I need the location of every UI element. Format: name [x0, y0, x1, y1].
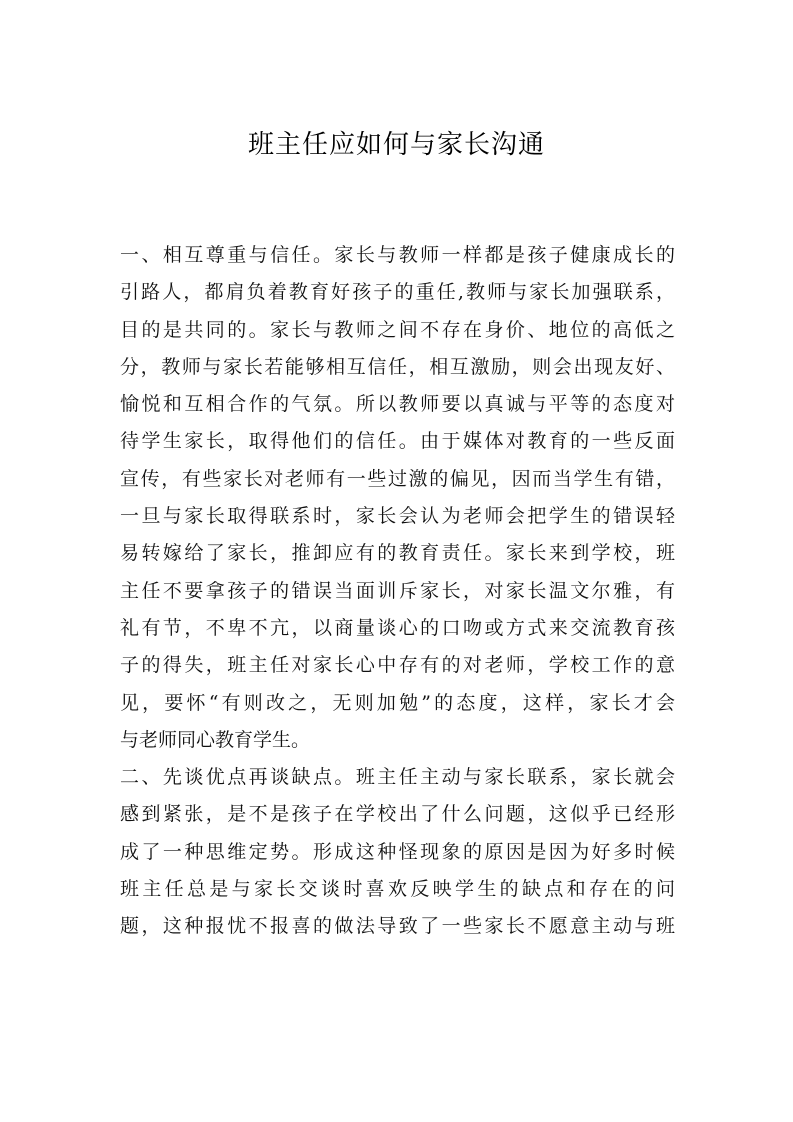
- text-line: 班主任总是与家长交谈时喜欢反映学生的缺点和存在的问: [120, 878, 675, 901]
- text-line: 宣传，有些家长对老师有一些过激的偏见，因而当学生有错，: [120, 467, 675, 490]
- text-line: 分，教师与家长若能够相互信任，相互激励，则会出现友好、: [120, 355, 675, 378]
- text-line: 见，要怀“有则改之，无则加勉”的态度，这样，家长才会: [120, 691, 675, 714]
- text-line: 待学生家长，取得他们的信任。由于媒体对教育的一些反面: [120, 430, 675, 453]
- text-line: 礼有节，不卑不亢，以商量谈心的口吻或方式来交流教育孩: [120, 616, 675, 639]
- text-line: 子的得失，班主任对家长心中存有的对老师，学校工作的意: [120, 654, 675, 677]
- text-line: 易转嫁给了家长，推卸应有的教育责任。家长来到学校，班: [120, 542, 675, 565]
- text-line: 主任不要拿孩子的错误当面训斥家长，对家长温文尔雅，有: [120, 579, 675, 602]
- text-line: 二、先谈优点再谈缺点。班主任主动与家长联系，家长就会: [120, 766, 675, 789]
- text-line: 一、相互尊重与信任。家长与教师一样都是孩子健康成长的: [120, 244, 675, 266]
- text-line: 一旦与家长取得联系时，家长会认为老师会把学生的错误轻: [120, 505, 675, 528]
- text-line: 目的是共同的。家长与教师之间不存在身价、地位的高低之: [120, 318, 675, 341]
- document-body: [120, 237, 675, 946]
- text-line: 题，这种报忧不报喜的做法导致了一些家长不愿意主动与班: [120, 915, 675, 938]
- text-line: 成了一种思维定势。形成这种怪现象的原因是因为好多时候: [120, 840, 675, 863]
- text-line: 感到紧张，是不是孩子在学校出了什么问题，这似乎已经形: [120, 803, 675, 826]
- text-line: 引路人，都肩负着教育好孩子的重任,教师与家长加强联系，: [120, 281, 675, 304]
- text-line: 与老师同心教育学生。: [120, 728, 311, 751]
- document-title: 班主任应如何与家长沟通: [247, 130, 545, 160]
- text-line: 愉悦和互相合作的气氛。所以教师要以真诚与平等的态度对: [120, 393, 675, 416]
